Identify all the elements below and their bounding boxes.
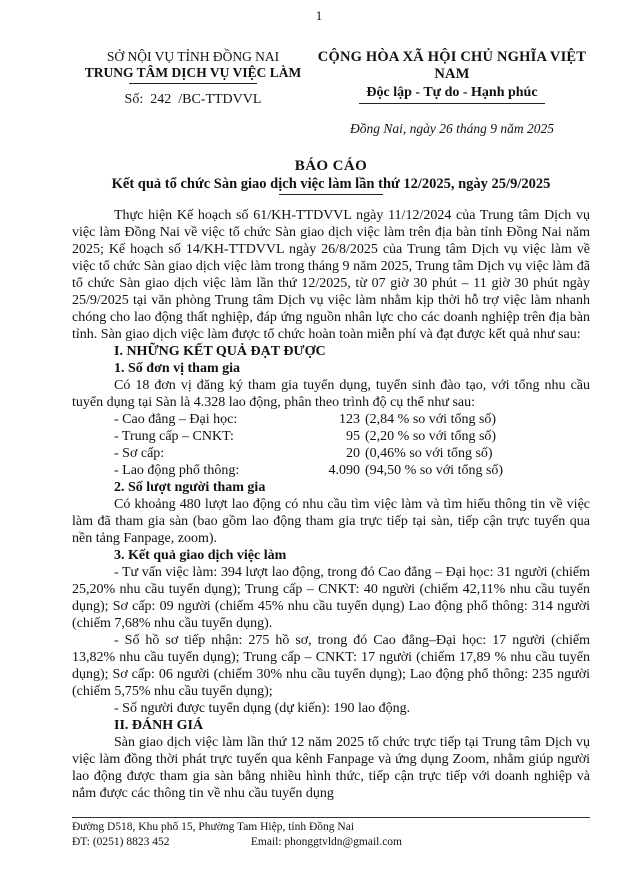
parent-department: SỞ NỘI VỤ TỈNH ĐỒNG NAI — [106, 49, 280, 64]
document-body — [72, 207, 590, 802]
degree-value: 95 — [346, 429, 360, 444]
section-heading-evaluation: II. ĐÁNH GIÁ — [114, 718, 204, 733]
degree-note: (2,84 % so với tổng số) — [365, 412, 497, 427]
subsection-heading-units: 1. Số đơn vị tham gia — [114, 361, 240, 376]
degree-note: (2,20 % so với tổng số) — [365, 429, 497, 444]
intro-paragraph: Thực hiện Kế hoạch số 61/KH-TTDVVL ngày 11/12/2024 của Trung tâm Dịch vụ việc làm Đồng Nai về việc tổ chức Sàn giao dịch việc làm trên địa bàn tỉnh Đồng Nai năm 2025; Kế hoạch số 14/KH-TTDVVL ngày 26/8/2025 của Trung tâm Dịch vụ việc làm về việc tổ chức Sàn giao dịch việc làm trong tháng 9 năm 2025, Trung tâm Dịch vụ việc làm đã tổ chức Sàn giao dịch việc làm lần thứ 12/2025, từ 07 giờ 30 phút – 11 giờ 30 phút ngày 25/9/2025 tại văn phòng Trung tâm Dịch vụ việc làm nhằm kịp thời hỗ trợ việc làm nhanh chóng cho lao động thất nghiệp, đáp ứng nguồn nhân lực cho các doanh nghiệp trên địa bàn tỉnh. Sàn giao dịch việc làm được tổ chức hoàn toàn miễn phí và đạt được kết quả như sau: — [72, 208, 590, 342]
degree-label: - Lao động phổ thông: — [114, 463, 240, 478]
degree-row — [72, 411, 590, 428]
footer-contact-line — [72, 835, 590, 850]
motto-underline — [359, 103, 545, 104]
footer-rule — [72, 817, 590, 818]
title-underline — [279, 194, 383, 195]
report-title: BÁO CÁO — [294, 158, 368, 174]
degree-row — [72, 445, 590, 462]
recruited-paragraph: - Số người được tuyển dụng (dự kiến): 190 lao động. — [114, 701, 411, 716]
document-header — [72, 49, 590, 137]
degree-label: - Trung cấp – CNKT: — [114, 429, 234, 444]
footer-phone: ĐT: (0251) 8823 452 — [72, 836, 170, 848]
footer-email: Email: phonggtvldn@gmail.com — [250, 836, 403, 848]
national-title: CỘNG HÒA XÃ HỘI CHỦ NGHĨA VIỆT NAM — [317, 49, 587, 82]
page-number: 1 — [315, 8, 323, 23]
applications-paragraph: - Số hồ sơ tiếp nhận: 275 hồ sơ, trong đó Cao đẳng–Đại học: 17 người (chiếm 13,82% nhu cầu tuyển dụng); Trung cấp – CNKT: 17 người (chiếm 17,89 % nhu cầu tuyển dụng); Sơ cấp: 06 người (chiếm 30% nhu cầu tuyển dụng); Lao động phổ thông: 235 người (chiếm 5,75% nhu cầu tuyển dụng); — [72, 633, 590, 699]
degree-value: 20 — [346, 446, 360, 461]
subsection-heading-participants: 2. Số lượt người tham gia — [114, 480, 266, 495]
degree-note: (94,50 % so với tổng số) — [365, 463, 504, 478]
organization-name: TRUNG TÂM DỊCH VỤ VIỆC LÀM — [84, 65, 302, 80]
organization-underline — [129, 83, 257, 84]
evaluation-paragraph: Sàn giao dịch việc làm lần thứ 12 năm 2025 tổ chức trực tiếp tại Trung tâm Dịch vụ việc làm đồng thời phát trực tuyến qua kênh Fanpage và ứng dụng Zoom, nhằm giúp người lao động được tham gia sàn bằng nhiều hình thức, tiếp cận trực tiếp với doanh nghiệp và nắm được các thông tin về nhu cầu tuyển dụng — [72, 735, 590, 801]
report-subtitle: Kết quả tổ chức Sàn giao dịch việc làm lần thứ 12/2025, ngày 25/9/2025 — [111, 176, 551, 192]
section-heading-results: I. NHỮNG KẾT QUẢ ĐẠT ĐƯỢC — [114, 344, 326, 359]
title-block — [72, 157, 590, 195]
place-date-line: Đồng Nai, ngày 26 tháng 9 năm 2025 — [350, 121, 554, 136]
degree-label: - Cao đẳng – Đại học: — [114, 412, 238, 427]
issuing-agency-block — [72, 49, 314, 137]
consulting-paragraph: - Tư vấn việc làm: 394 lượt lao động, trong đó Cao đẳng – Đại học: 31 người (chiếm 25,20% nhu cầu tuyển dụng); Trung cấp – CNKT: 40 người (chiếm 42,11% nhu cầu tuyển dụng); Sơ cấp: 09 người (chiếm 45% nhu cầu tuyển dụng) Lao động phổ thông: 314 người (chiếm 7,68% nhu cầu tuyển dụng). — [72, 565, 590, 631]
footer-address: Đường D518, Khu phố 15, Phường Tam Hiệp, tỉnh Đồng Nai — [72, 821, 355, 833]
document-footer — [72, 817, 590, 850]
degree-note: (0,46% so với tổng số) — [365, 446, 493, 461]
participants-paragraph: Có khoảng 480 lượt lao động có nhu cầu tìm việc làm và tìm hiểu thông tin về việc làm đã tham gia sàn (bao gồm lao động tham gia trực tiếp tại sàn, tiếp cận trực tuyến qua nền tảng Fanpage, zoom). — [72, 497, 590, 546]
degree-value: 4.090 — [328, 463, 360, 478]
national-header-block — [314, 49, 590, 137]
subsection-heading-transactions: 3. Kết quả giao dịch việc làm — [114, 548, 287, 563]
degree-value: 123 — [339, 412, 360, 427]
degree-label: - Sơ cấp: — [114, 446, 165, 461]
degree-row — [72, 462, 590, 479]
degree-row — [72, 428, 590, 445]
document-number: Số: 242 /BC-TTDVVL — [124, 92, 262, 107]
national-motto: Độc lập - Tự do - Hạnh phúc — [366, 85, 538, 100]
units-intro-paragraph: Có 18 đơn vị đăng ký tham gia tuyển dụng, tuyển sinh đào tạo, với tổng nhu cầu tuyển dụng tại Sàn là 4.328 lao động, phân theo trình độ cụ thể như sau: — [72, 378, 590, 410]
